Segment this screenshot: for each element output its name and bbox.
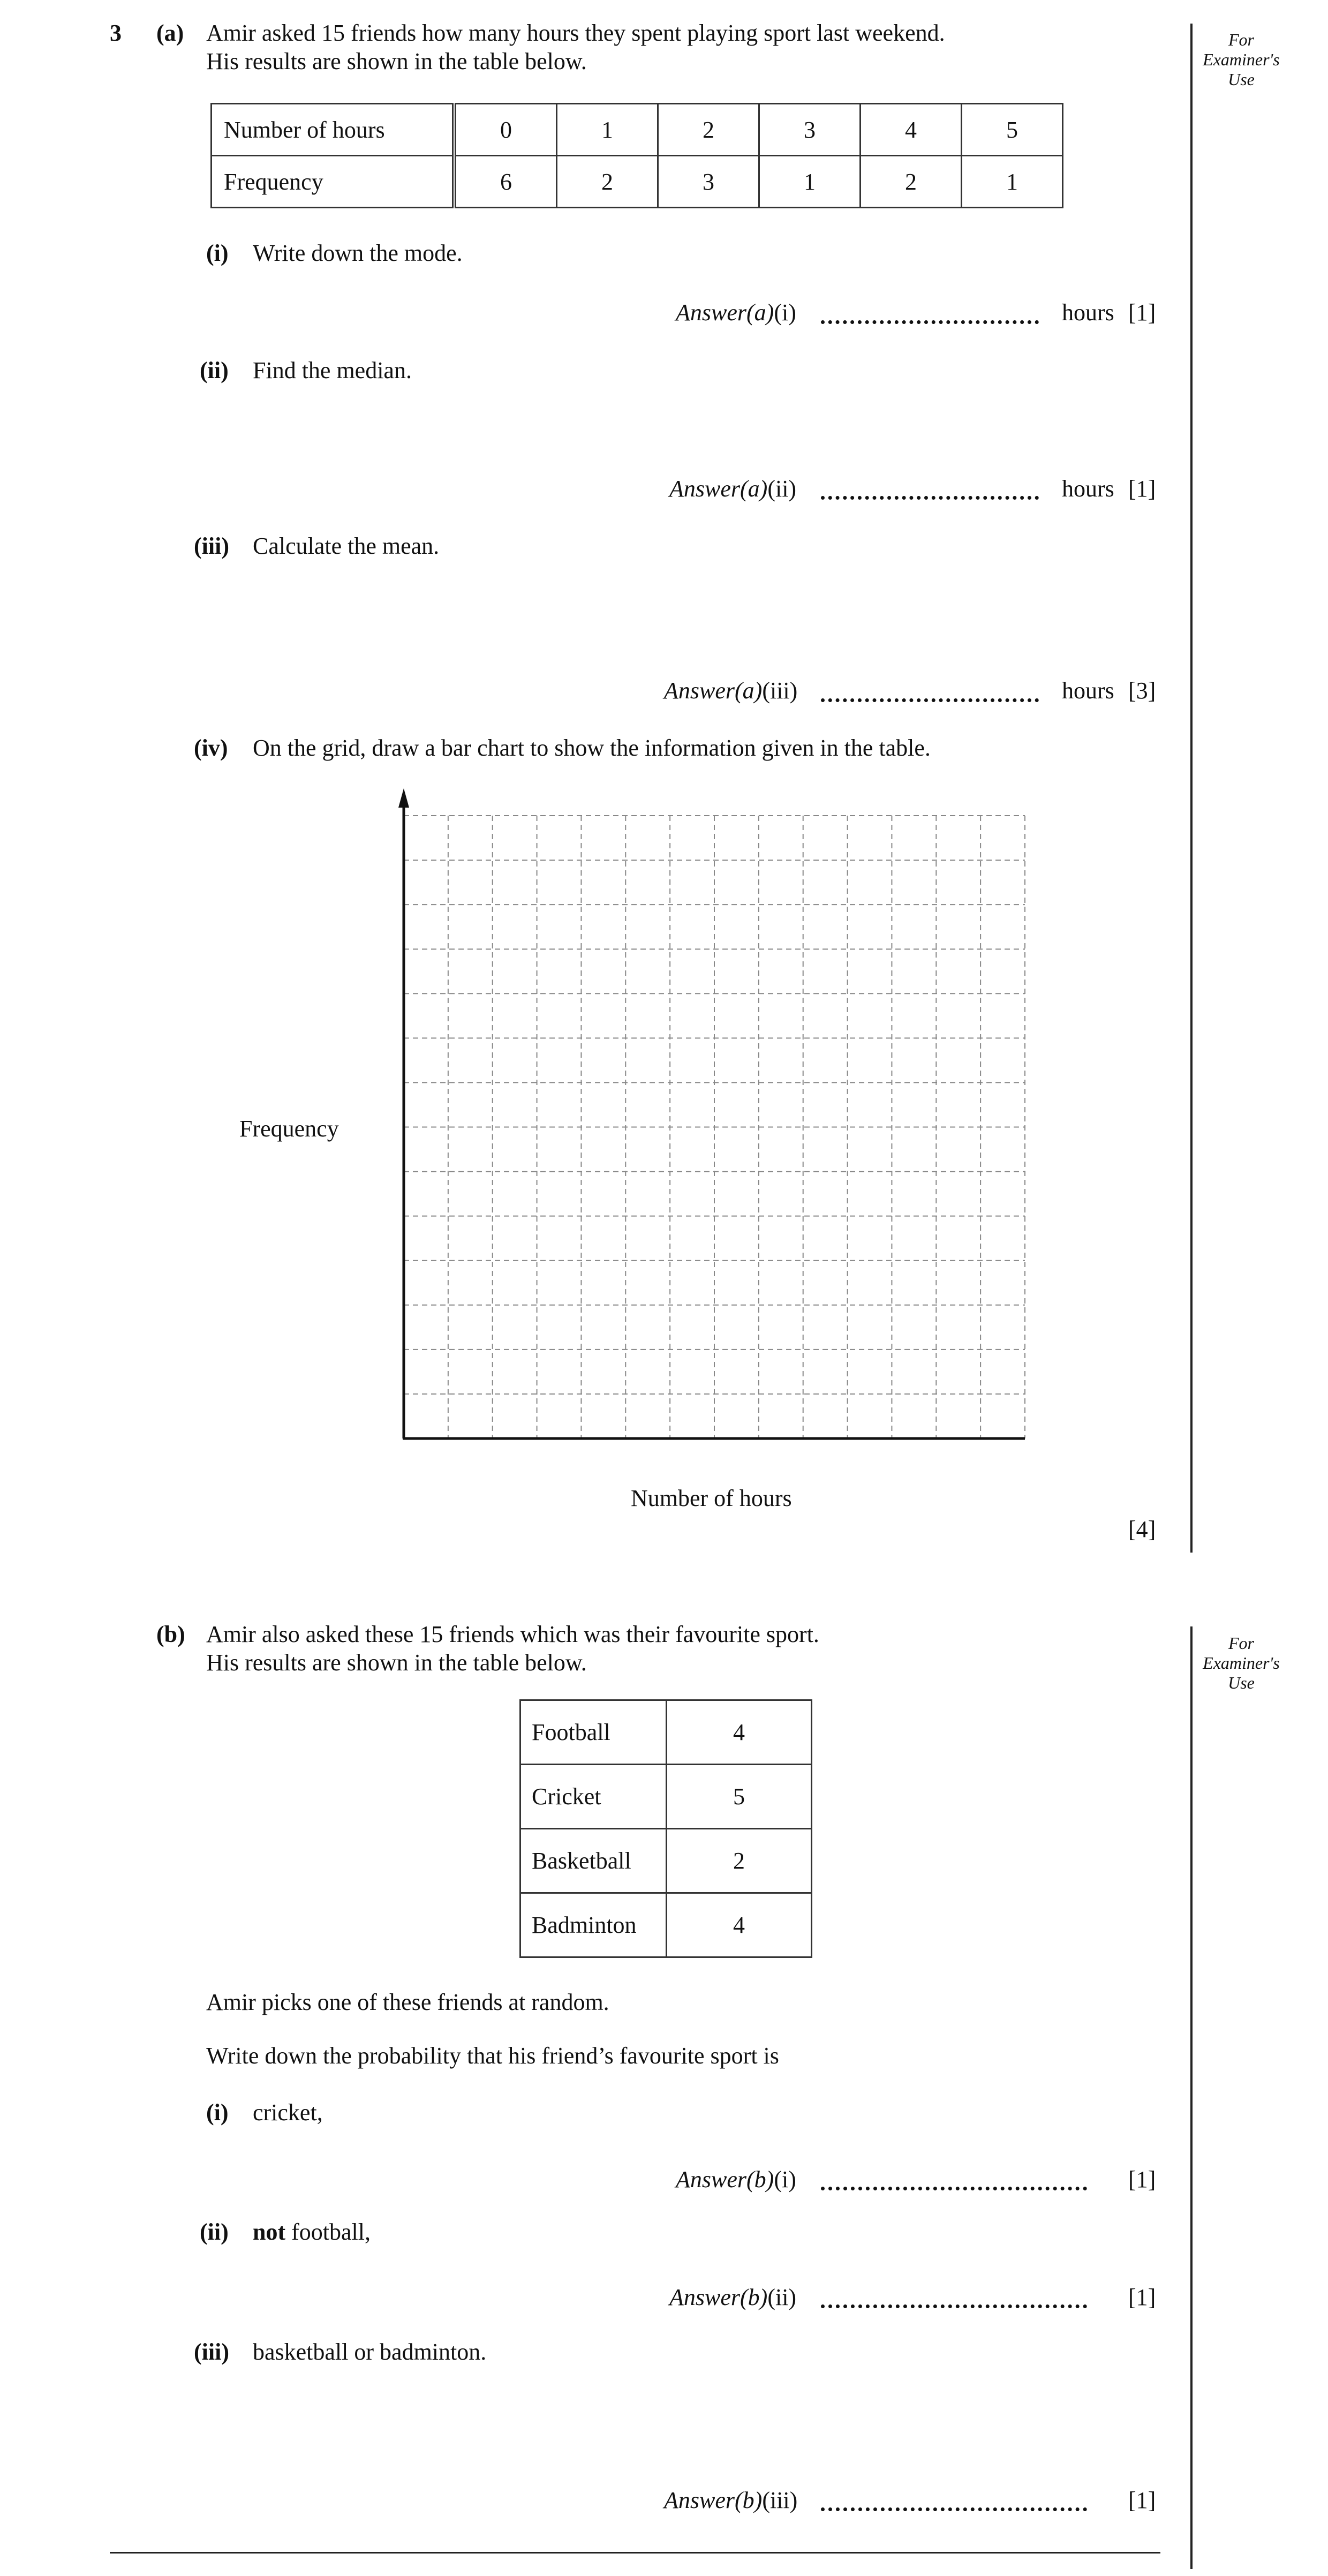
question-number: 3 (110, 20, 122, 46)
part-b-i-label: (i) (206, 2099, 229, 2126)
part-a-intro-line2: His results are shown in the table below. (206, 48, 587, 74)
part-a-ii-label: (ii) (200, 357, 229, 383)
frequency-cell: 1 (759, 156, 861, 208)
examiner-column-rule-bottom (1190, 1626, 1193, 2569)
sport-count-cell: 2 (667, 1829, 812, 1893)
x-axis-label: Number of hours (631, 1485, 792, 1511)
examiner-column-rule-top (1190, 24, 1193, 1553)
answer-b-ii-marks: [1] (1128, 2284, 1156, 2310)
sport-count-cell: 4 (667, 1700, 812, 1765)
answer-a-iii-line[interactable] (821, 698, 1039, 702)
hours-cell: 1 (557, 104, 658, 156)
part-a-i-label: (i) (206, 240, 229, 266)
y-axis-arrow-icon (398, 788, 409, 808)
part-a-iii-text: Calculate the mean. (253, 533, 440, 559)
answer-a-ii-label: Answer(a)(ii) (669, 476, 797, 502)
frequency-cell: 1 (962, 156, 1063, 208)
answer-a-ii-line[interactable] (821, 496, 1039, 500)
hours-cell: 5 (962, 104, 1063, 156)
hours-cell: 4 (861, 104, 962, 156)
hours-header-cell: Number of hours (212, 104, 455, 156)
favourite-sport-table (519, 1699, 812, 1958)
part-a-iv-marks: [4] (1128, 1516, 1156, 1542)
part-b-ii-label: (ii) (200, 2219, 229, 2245)
part-b-intro-line1: Amir also asked these 15 friends which was their favourite sport. (206, 1621, 819, 1647)
answer-a-i-unit: hours (1062, 299, 1114, 326)
answer-b-i-marks: [1] (1128, 2166, 1156, 2193)
hours-cell: 2 (658, 104, 759, 156)
examiner-note-bottom: For Examiner's Use (1203, 1633, 1280, 1692)
answer-a-i-label: Answer(a)(i) (676, 299, 796, 326)
hours-frequency-table (210, 103, 1063, 208)
part-a-ii-text: Find the median. (253, 357, 412, 383)
part-a-i-text: Write down the mode. (253, 240, 463, 266)
part-b-iii-label: (iii) (194, 2339, 229, 2365)
answer-b-ii-label: Answer(b)(ii) (669, 2284, 797, 2310)
sport-name-cell: Basketball (520, 1829, 667, 1893)
part-b-label: (b) (156, 1621, 185, 1647)
bar-chart-grid[interactable] (375, 782, 1039, 1446)
part-b-ii-text: not football, (253, 2219, 371, 2245)
answer-b-iii-line[interactable] (821, 2507, 1087, 2511)
hours-cell: 0 (454, 104, 557, 156)
examiner-note-top: For Examiner's Use (1203, 30, 1280, 89)
frequency-cell: 6 (454, 156, 557, 208)
answer-b-iii-label: Answer(b)(iii) (664, 2487, 798, 2513)
part-a-intro-line1: Amir asked 15 friends how many hours they spent playing sport last weekend. (206, 20, 945, 46)
sport-count-cell: 4 (667, 1893, 812, 1957)
table-row-frequency (212, 156, 1063, 208)
frequency-cell: 2 (557, 156, 658, 208)
answer-a-ii-unit: hours (1062, 476, 1114, 502)
answer-a-iii-label: Answer(a)(iii) (664, 677, 798, 704)
frequency-cell: 3 (658, 156, 759, 208)
answer-b-iii-marks: [1] (1128, 2487, 1156, 2513)
footer-rule (110, 2552, 1160, 2554)
table-row (520, 1829, 812, 1893)
part-b-prob-text: Write down the probability that his friend’s favourite sport is (206, 2043, 779, 2069)
table-row (520, 1765, 812, 1829)
frequency-header-cell: Frequency (212, 156, 455, 208)
answer-b-i-line[interactable] (821, 2187, 1087, 2190)
answer-a-i-marks: [1] (1128, 299, 1156, 326)
answer-b-i-label: Answer(b)(i) (676, 2166, 796, 2193)
part-b-i-text: cricket, (253, 2099, 323, 2126)
frequency-cell: 2 (861, 156, 962, 208)
part-b-iii-text: basketball or badminton. (253, 2339, 487, 2365)
part-b-intro-line2: His results are shown in the table below. (206, 1649, 587, 1676)
part-a-iv-label: (iv) (194, 735, 228, 761)
answer-a-ii-marks: [1] (1128, 476, 1156, 502)
sport-count-cell: 5 (667, 1765, 812, 1829)
grid-lines (404, 816, 1025, 1438)
sport-name-cell: Badminton (520, 1893, 667, 1957)
answer-b-ii-line[interactable] (821, 2304, 1087, 2308)
table-row-hours (212, 104, 1063, 156)
table-row (520, 1893, 812, 1957)
answer-a-i-line[interactable] (821, 320, 1039, 324)
answer-a-iii-unit: hours (1062, 677, 1114, 704)
part-a-iii-label: (iii) (194, 533, 229, 559)
part-a-label: (a) (156, 20, 184, 46)
answer-a-iii-marks: [3] (1128, 677, 1156, 704)
y-axis-label: Frequency (239, 1116, 339, 1142)
part-a-iv-text: On the grid, draw a bar chart to show the information given in the table. (253, 735, 931, 761)
sport-name-cell: Cricket (520, 1765, 667, 1829)
sport-name-cell: Football (520, 1700, 667, 1765)
table-row (520, 1700, 812, 1765)
hours-cell: 3 (759, 104, 861, 156)
part-b-pick-text: Amir picks one of these friends at random. (206, 1989, 609, 2015)
